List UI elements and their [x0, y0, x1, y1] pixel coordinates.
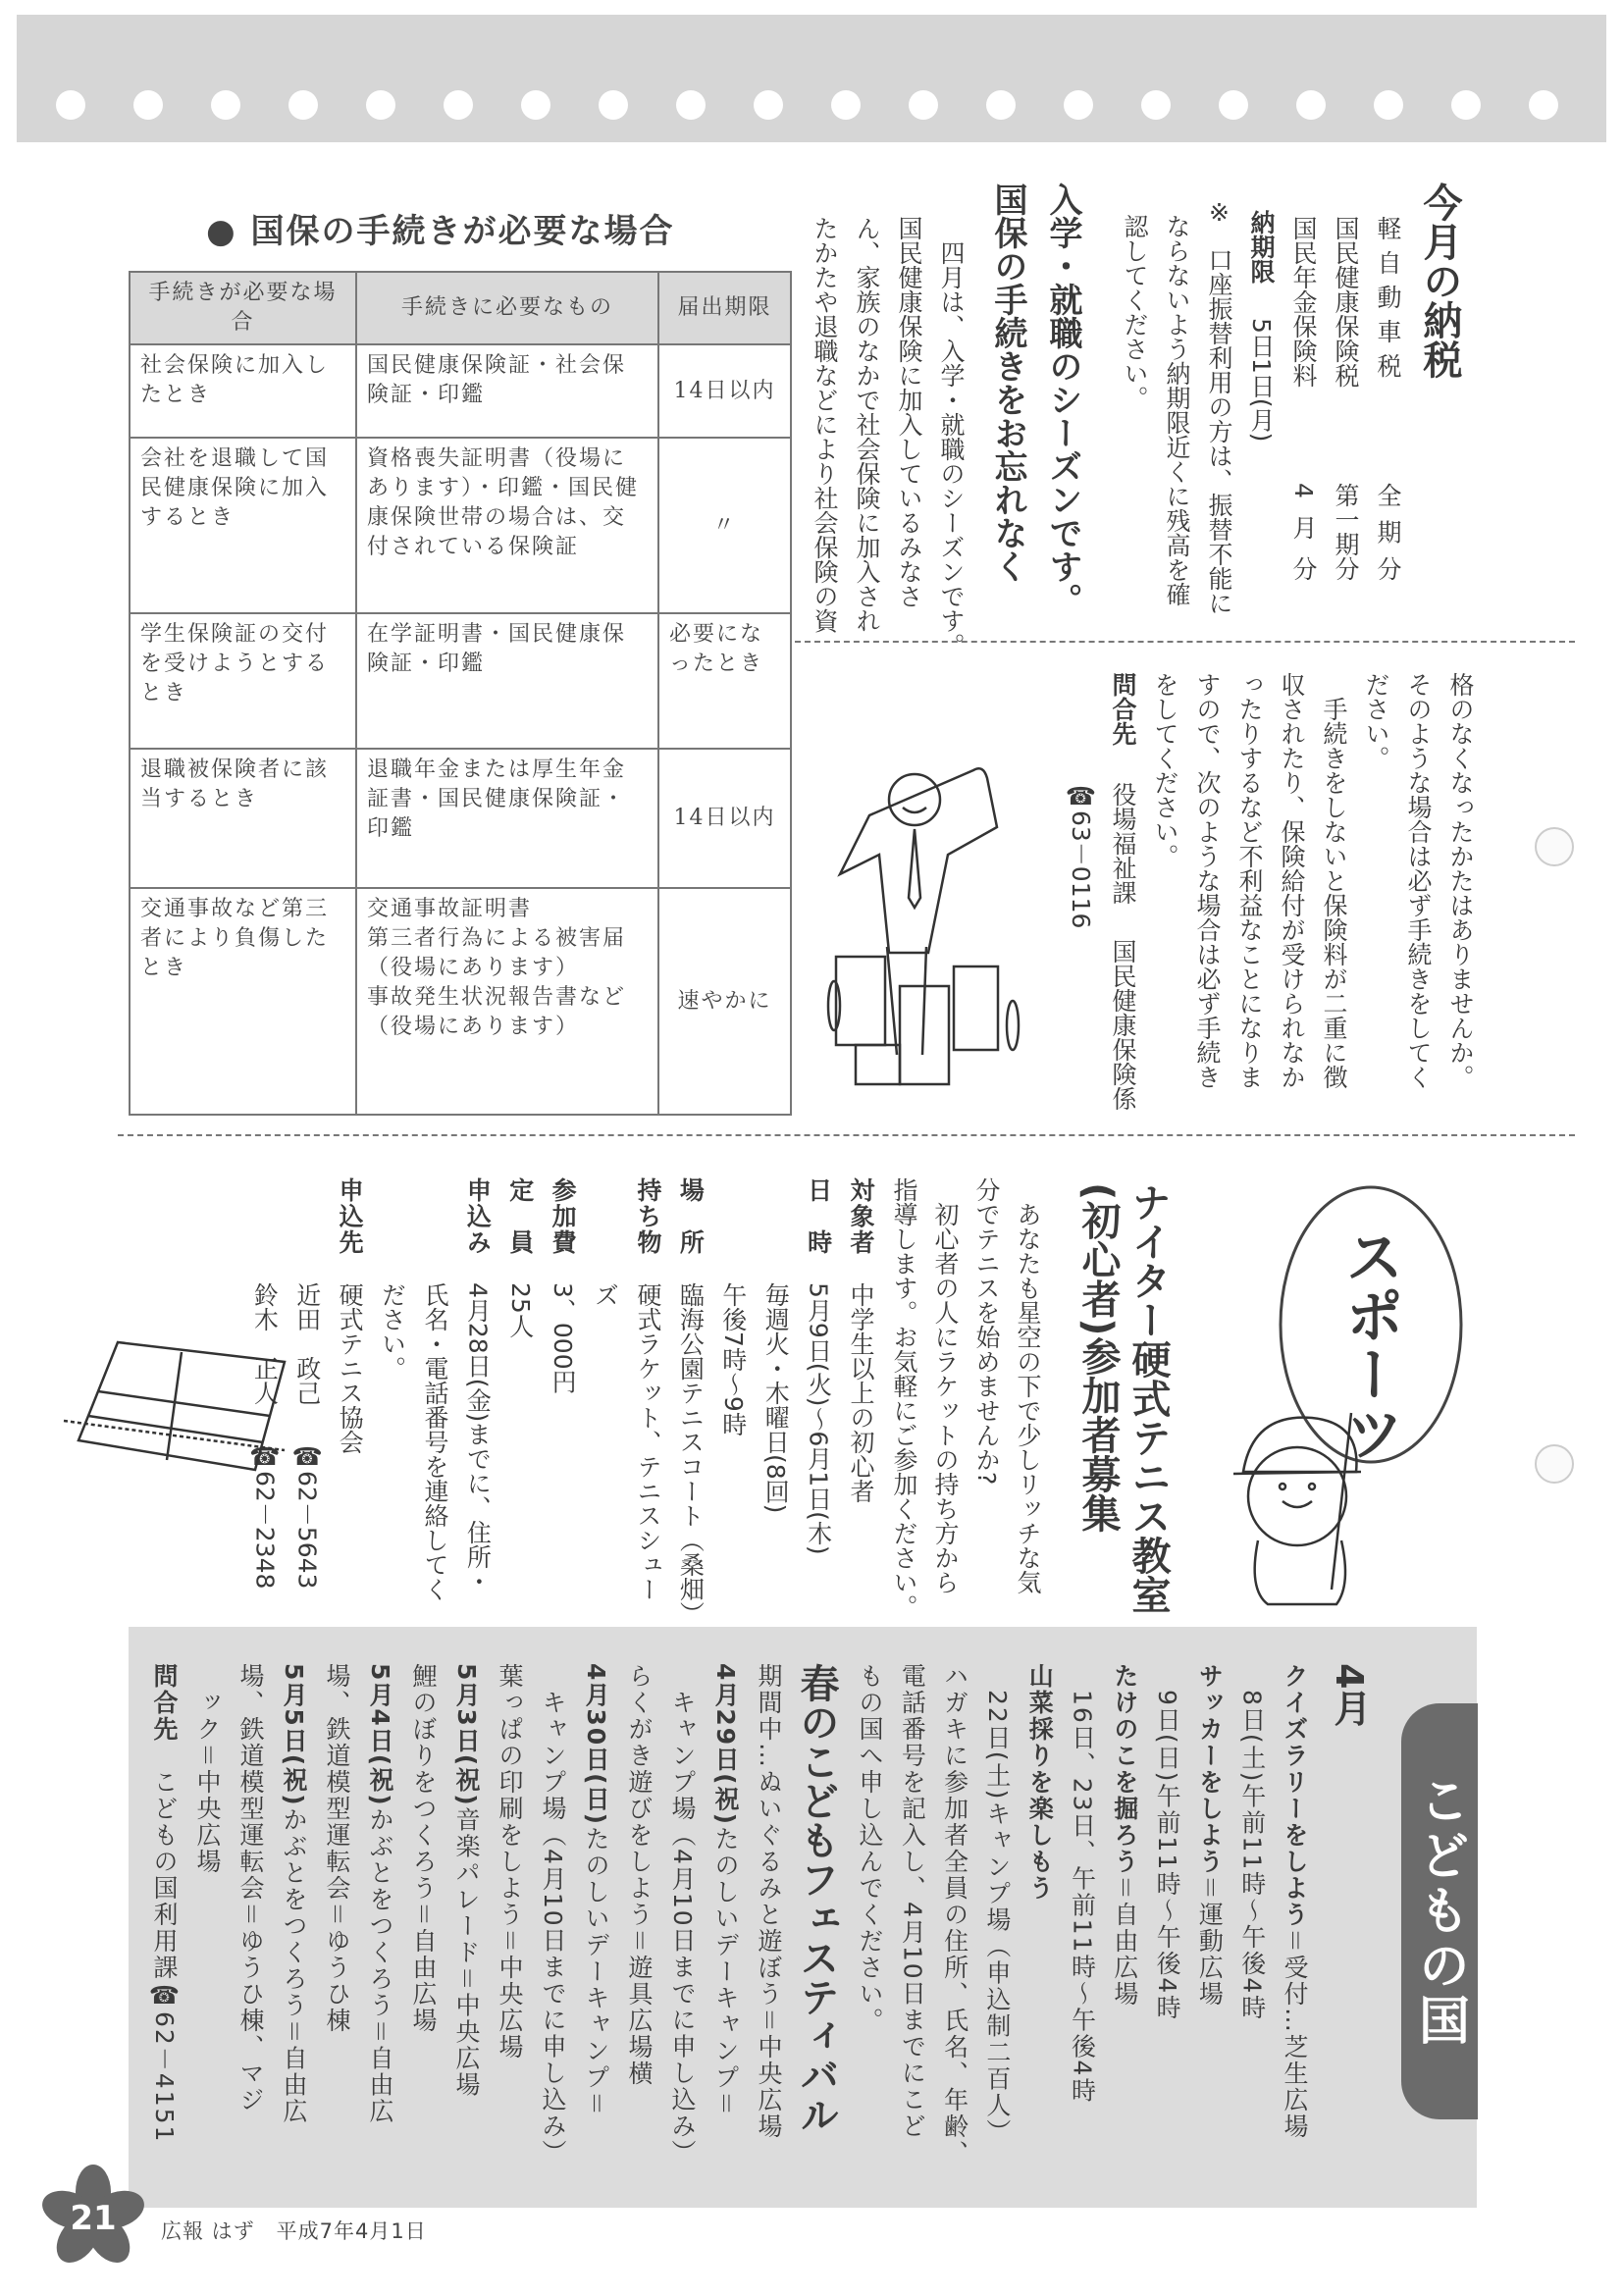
businessman-illustration [826, 760, 1032, 1094]
detail-row [414, 1177, 456, 1626]
punch-hole [1535, 827, 1574, 866]
header-dot [986, 90, 1016, 120]
header-dot [1529, 90, 1558, 120]
kids-festival-title: 春のこどもフェスティバル [794, 1663, 839, 2134]
sports-intro: あなたも星空の下で少しリッチな気 分でテニスを始めませんか? 初心者の人にラケットの持ち方から 指導します。お気軽にご参加ください。 [890, 1177, 1042, 1619]
event-line: クイズラリーをしよう＝受付…芝生広場 [1281, 1663, 1309, 2141]
event-line: サッカーをしよう＝運動広場 [1195, 1663, 1225, 2009]
event-line: 5月5日(祝)かぶとをつくろう＝自由広 [280, 1663, 308, 2125]
event-line: 9日(日)午前11時～午後4時 [1153, 1663, 1182, 2022]
header-dot [1451, 90, 1481, 120]
event-line: 山菜採りを楽しもう [1025, 1663, 1055, 1902]
detail-row [669, 1177, 711, 1626]
detail-row [755, 1177, 797, 1626]
detail-label: 対象者 [847, 1177, 875, 1254]
table-row: 退職被保険者に該当するとき 退職年金または厚生年金証書・国民健康保険証・印鑑 14日以内 [130, 749, 791, 888]
publication-info: 広報 はず 平成7年4月1日 [161, 2219, 427, 2243]
detail-value: 臨海公園テニスコート（桑畑） [676, 1282, 706, 1626]
event-line: 場、鉄道模型運転会＝ゆうひ棟 [323, 1663, 351, 2035]
detail-value: 硬式テニス協会 [336, 1282, 365, 1454]
tax-due: 納期限5日1日(月) [1247, 210, 1276, 443]
divider [118, 1134, 1575, 1136]
tax-section [1114, 183, 1470, 615]
header-dot [211, 90, 240, 120]
detail-label: 定員 [505, 1177, 535, 1254]
detail-label: 申込先 [336, 1177, 365, 1254]
detail-row [456, 1177, 498, 1626]
header-dot [288, 90, 318, 120]
event-line: 22日(土)キャンプ場（申込制二百人） [982, 1663, 1012, 2146]
procedures-table [129, 271, 792, 1116]
kids-festival-events [142, 1663, 790, 2166]
header-dot [831, 90, 861, 120]
detail-value: 3、000円 [549, 1282, 578, 1394]
event-line: 5月3日(祝)音楽パレード＝中央広場 [452, 1663, 481, 2099]
detail-label: 場所 [676, 1177, 706, 1254]
event-line: 4月30日(日)たのしいデーキャンプ＝ [582, 1663, 610, 2118]
detail-value: 25人 [505, 1282, 535, 1338]
header-dot [1296, 90, 1326, 120]
detail-value: ズ [591, 1282, 620, 1307]
table-row: 会社を退職して国民健康保険に加入するとき 資格喪失証明書（役場にあります）・印鑑・国民健康保険世帯の場合は、交付されている保険証 〃 [130, 438, 791, 613]
page-number: 21 [70, 2199, 117, 2238]
header-dot [56, 90, 85, 120]
event-line: らくがき遊びをしよう＝遊具広場横 [625, 1663, 654, 2088]
contact-row: 近田 政己☎62－5643 [292, 1282, 322, 1590]
detail-label: 日時 [804, 1177, 833, 1254]
event-line: 問合先 こどもの国利用課☎62－4151 [150, 1663, 179, 2144]
detail-value: 硬式ラケット、テニスシュー [633, 1282, 662, 1601]
table-row: 交通事故など第三者により負傷したとき 交通事故証明書 第三者行為による被害届 （役場にあります） 事故発生状況報告書など （役場にあります） 速やかに [130, 888, 791, 1115]
event-line: たけのこを掘ろう＝自由広場 [1110, 1663, 1139, 2009]
page-number-flower-icon [39, 2164, 147, 2271]
detail-row [840, 1177, 882, 1626]
detail-row [329, 1177, 371, 1626]
tax-note: ※口座振替利用の方は、振替不能に [1205, 198, 1233, 615]
event-line: 鯉のぼりをつくろう＝自由広場 [409, 1663, 438, 2035]
header-dot [676, 90, 706, 120]
tax-note-line: ならないよう納期限近くに残高を確 [1163, 214, 1191, 606]
kids-month: 4月 [1328, 1663, 1371, 1727]
detail-row [371, 1177, 413, 1626]
event-line: キャンプ場（4月10日までに申し込み） [668, 1663, 697, 2166]
header-dot [1141, 90, 1171, 120]
detail-label: 参加費 [549, 1177, 578, 1254]
header-dot [1219, 90, 1248, 120]
event-line: ハガキに参加者全員の住所、氏名、年齢、 [940, 1663, 969, 2166]
sports-badge-text: スポーツ [1335, 1226, 1404, 1462]
detail-row [627, 1177, 669, 1626]
detail-row [584, 1177, 626, 1626]
bullet-icon: ● [206, 212, 237, 251]
tennis-court-illustration [59, 1323, 294, 1480]
kids-april-events [849, 1663, 1316, 2166]
detail-row [542, 1177, 584, 1626]
detail-label: 持ち物 [633, 1177, 662, 1254]
detail-row [498, 1177, 541, 1626]
detail-row [797, 1177, 839, 1626]
event-line: 葉っぱの印刷をしよう＝中央広場 [496, 1663, 524, 2061]
kokuho-heading: 入学・就職のシーズンです。 国保の手続きをお忘れなく [988, 183, 1082, 616]
event-line: もの国へ申し込んでください。 [856, 1663, 885, 2034]
kokuho-contact: 問合先役場福祉課国民健康保険係 [1109, 672, 1137, 1111]
detail-value: 4月28日(金)までに、住所・ [463, 1282, 493, 1594]
header-dot [444, 90, 473, 120]
event-line: 期間中…ぬいぐるみと遊ぼう＝中央広場 [755, 1663, 783, 2141]
event-line: 5月4日(祝)かぶとをつくろう＝自由広 [366, 1663, 394, 2125]
table-title: ● 国保の手続きが必要な場合 [206, 212, 675, 251]
table-row: 社会保険に加入したとき 国民健康保険証・社会保険証・印鑑 14日以内 [130, 344, 791, 438]
detail-label: 申込み [463, 1177, 493, 1254]
detail-value: 毎週火・木曜日(8回) [761, 1282, 791, 1514]
divider [795, 641, 1575, 643]
tax-item: 国民健康保険税第一期分 [1332, 216, 1360, 581]
tax-item: 国民年金保険料4月分 [1289, 216, 1318, 581]
event-line: キャンプ場（4月10日までに申し込み） [539, 1663, 567, 2166]
header-dot [1064, 90, 1093, 120]
contact-row: 鈴木 正人☎62－2348 [250, 1282, 280, 1590]
header-dot [599, 90, 628, 120]
header-dot [366, 90, 395, 120]
header-dot [909, 90, 938, 120]
kokuho-body-lower: 格のなくなったかたはありませんか。 そのような場合は必ず手続きをしてく ださい。 手続きをしないと保険料が二重に徴 収されたり、保険給付が受けられなか ったりするなど不利益なことになりま すので、次のような場合は必ず手続き をしてください。 問合先役場福祉課国民健康保険係 ☎63－0116 [1060, 672, 1482, 1111]
sports-details [243, 1177, 882, 1626]
header-dot [754, 90, 783, 120]
event-line: 場、鉄道模型運転会＝ゆうひ棟、マジ [236, 1663, 265, 2114]
kokuho-phone: ☎63－0116 [1067, 782, 1095, 929]
event-line: 8日(土)午前11時～午後4時 [1237, 1663, 1267, 2022]
table-row: 学生保険証の交付を受けようとするとき 在学証明書・国民健康保険証・印鑑 必要になったとき [130, 613, 791, 749]
event-line: ック＝中央広場 [193, 1663, 222, 1876]
header-dot [1374, 90, 1403, 120]
event-line: 電話番号を記入し、4月10日までにこど [898, 1663, 927, 2140]
tax-note-line: 認してください。 [1121, 214, 1149, 410]
header-band [17, 15, 1606, 142]
header-dot [521, 90, 550, 120]
punch-hole [1535, 1444, 1574, 1484]
sports-title: ナイター硬式テニス教室 (初心者)参加者募集 [1075, 1182, 1171, 1614]
detail-value: 5月9日(火)～6月1日(木) [804, 1282, 833, 1555]
tax-item: 軽自動車税全期分 [1374, 216, 1402, 581]
detail-value: ださい。 [378, 1282, 407, 1381]
detail-row [711, 1177, 754, 1626]
tax-title: 今月の納税 [1417, 183, 1462, 379]
detail-value: 氏名・電話番号を連絡してく [420, 1282, 449, 1601]
detail-value: 中学生以上の初心者 [847, 1282, 875, 1503]
event-line: 16日、23日、午前11時～午後4時 [1068, 1663, 1097, 2105]
table-header-row: 手続きが必要な場合 手続きに必要なもの 届出期限 [130, 272, 791, 344]
baseball-kid-illustration [1214, 1403, 1390, 1609]
kokuho-body-upper: 四月は、入学・就職のシーズンです。 国民健康保険に加入しているみなさ ん、家族のなかで社会保険に加入され たかたや退職などにより社会保険の資 [811, 216, 966, 657]
header-dot [133, 90, 163, 120]
event-line: 4月29日(祝)たのしいデーキャンプ＝ [711, 1663, 740, 2118]
detail-value: 午後7時～9時 [718, 1282, 748, 1436]
kids-label: こどもの国 [1401, 1703, 1478, 2119]
